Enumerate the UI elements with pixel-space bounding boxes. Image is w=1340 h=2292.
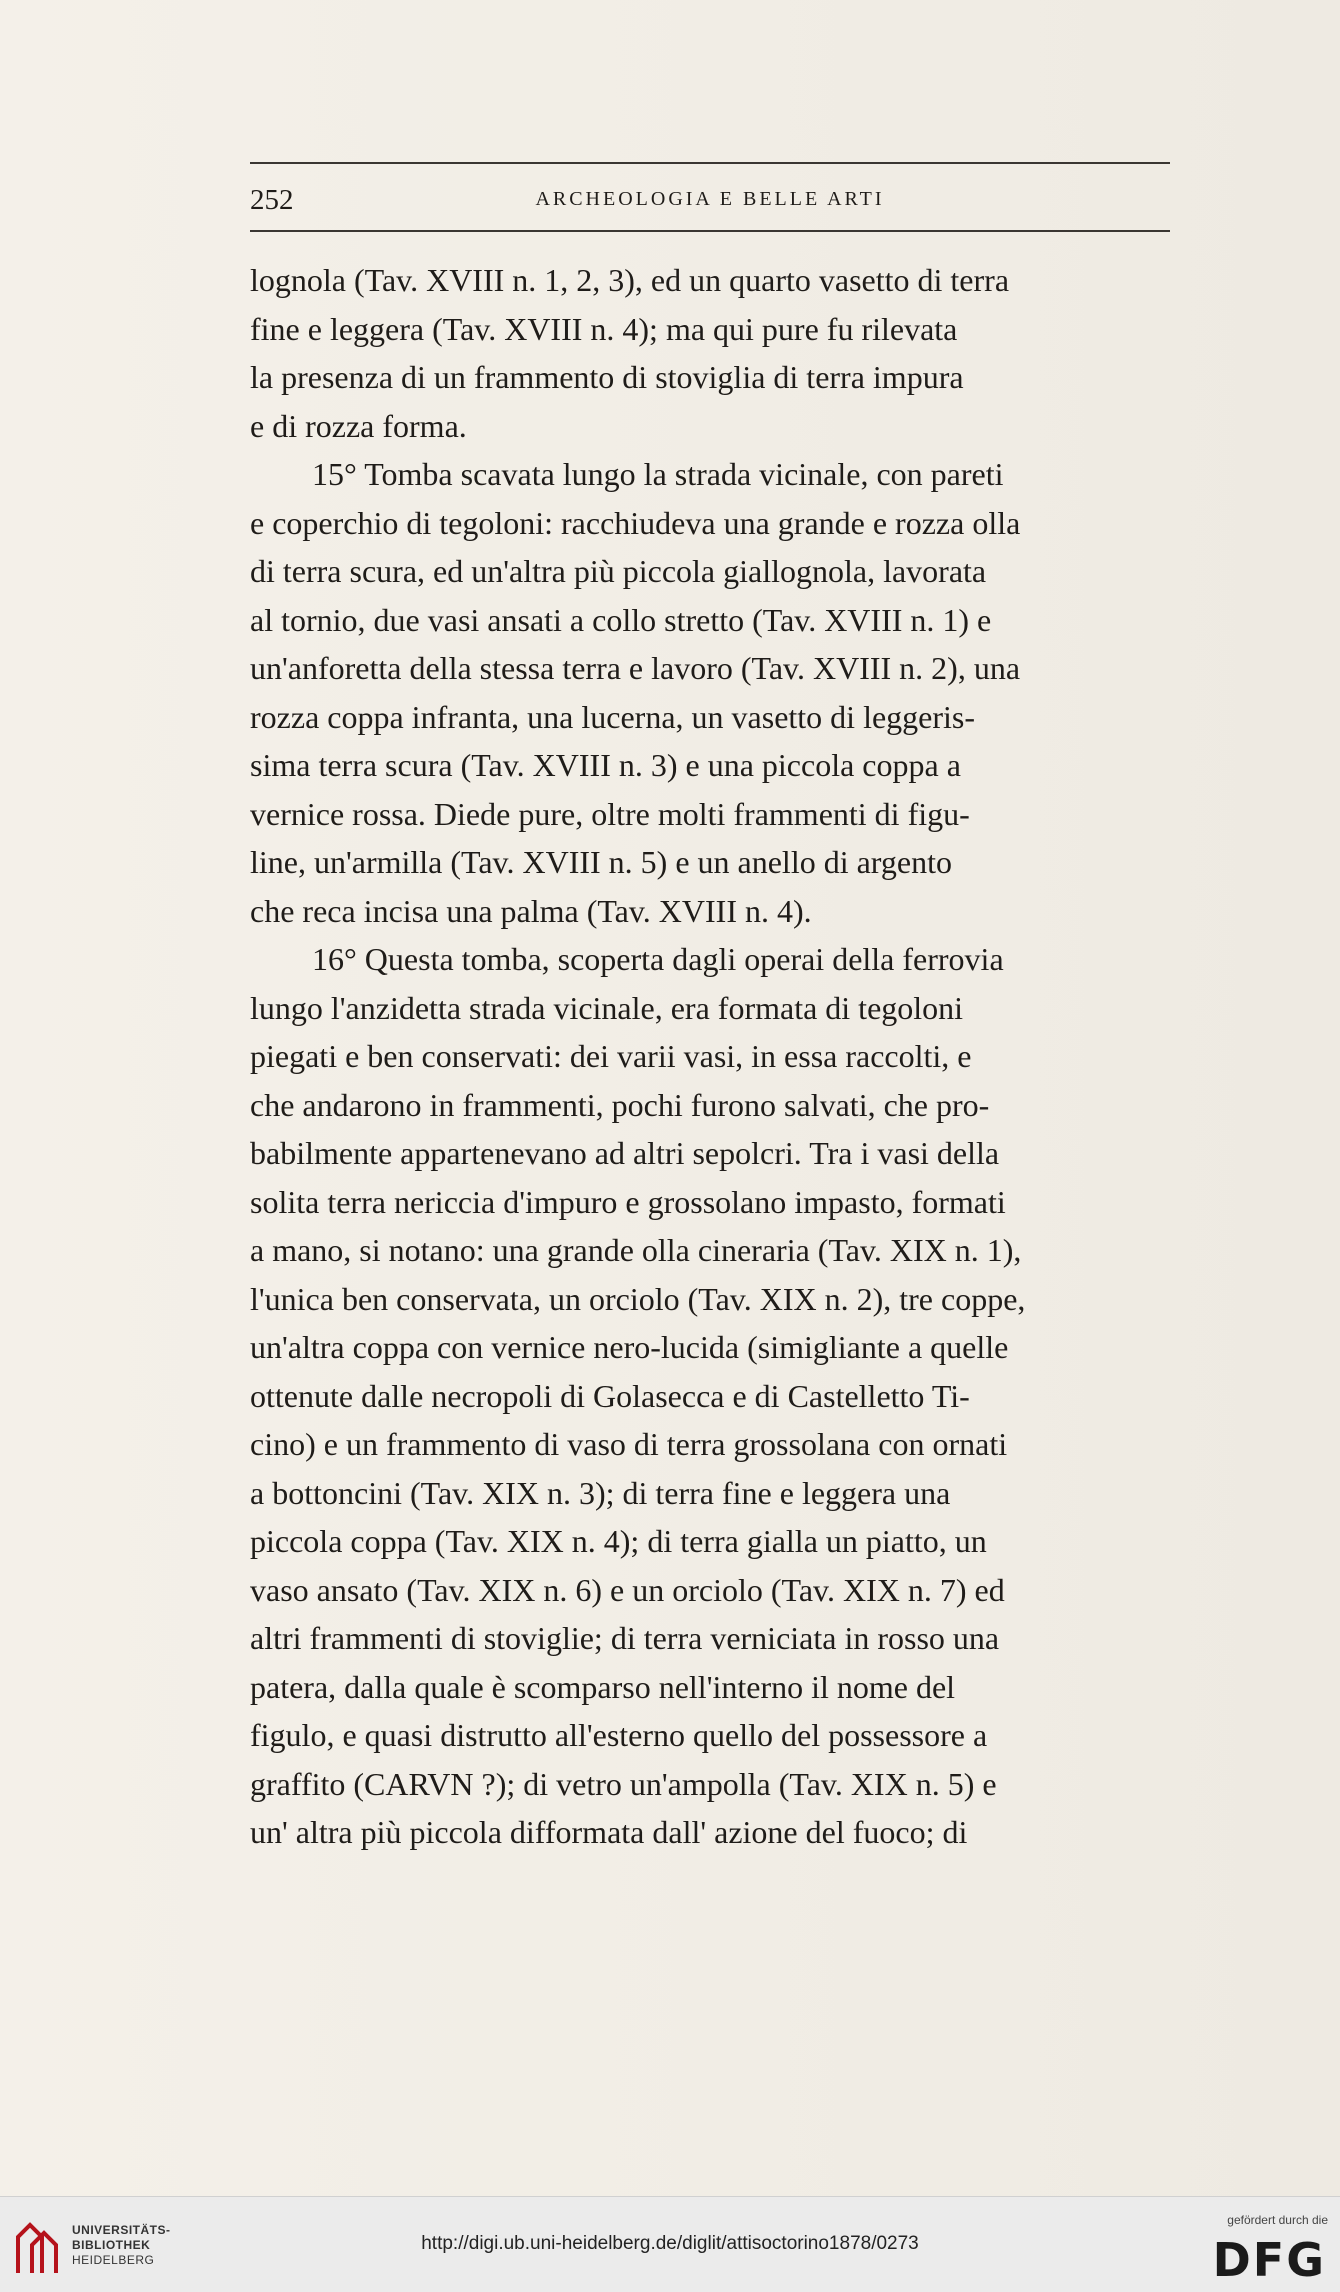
text-line: patera, dalla quale è scomparso nell'interno il nome del: [250, 1668, 956, 1705]
text-line: un' altra più piccola difformata dall' azione del fuoco; di: [250, 1814, 968, 1850]
text-line: lungo l'anzidetta strada vicinale, era formata di tegoloni: [250, 989, 964, 1026]
text-line: un'altra coppa con vernice nero-lucida (simigliante a quelle: [250, 1329, 1009, 1365]
text-line: un'anforetta della stessa terra e lavoro (Tav. XVIII n. 2), una: [250, 650, 1021, 686]
funded-by-label: gefördert durch die: [1227, 2213, 1328, 2227]
running-title: ARCHEOLOGIA E BELLE ARTI: [535, 188, 885, 210]
text-line: la presenza di un frammento di stoviglia di terra impura: [250, 359, 964, 395]
text-line: piccola coppa (Tav. XIX n. 4); di terra gialla un piatto, un: [250, 1523, 987, 1559]
text-line: lognola (Tav. XVIII n. 1, 2, 3), ed un quarto vasetto di terra: [250, 262, 1010, 298]
text-line: altri frammenti di stoviglie; di terra verniciata in rosso una: [250, 1620, 1000, 1656]
text-line: line, un'armilla (Tav. XVIII n. 5) e un anello di argento: [250, 844, 952, 880]
header-top-rule: [250, 162, 1170, 164]
institution-line: UNIVERSITÄTS-: [72, 2223, 171, 2237]
text-line: vernice rossa. Diede pure, oltre molti frammenti di figu-: [250, 795, 970, 832]
text-line: fine e leggera (Tav. XVIII n. 4); ma qui pure fu rilevata: [250, 310, 958, 347]
text-line: solita terra nericcia d'impuro e grossolano impasto, formati: [250, 1183, 1006, 1220]
text-line: figulo, e quasi distrutto all'esterno quello del possessore a: [250, 1717, 988, 1753]
text-line: che andarono in frammenti, pochi furono salvati, che pro-: [250, 1086, 990, 1123]
text-line: babilmente appartenevano ad altri sepolcri. Tra i vasi della: [250, 1135, 1000, 1171]
institution-line: HEIDELBERG: [72, 2253, 155, 2267]
permalink-url[interactable]: http://digi.ub.uni-heidelberg.de/diglit/attisoctorino1878/0273: [421, 2233, 919, 2254]
text-line: rozza coppa infranta, una lucerna, un vasetto di leggeris-: [250, 698, 976, 735]
text-line: graffito (CARVN ?); di vetro un'ampolla (Tav. XIX n. 5) e: [250, 1765, 997, 1802]
text-line: sima terra scura (Tav. XVIII n. 3) e una piccola coppa a: [250, 747, 961, 783]
page-number: 252: [250, 184, 294, 216]
text-line: e coperchio di tegoloni: racchiudeva una grande e rozza olla: [250, 504, 1021, 541]
text-line: a bottoncini (Tav. XIX n. 3); di terra fine e leggera una: [250, 1474, 951, 1511]
text-line: l'unica ben conservata, un orciolo (Tav. XIX n. 2), tre coppe,: [250, 1280, 1026, 1317]
header-bottom-rule: [250, 230, 1170, 232]
dfg-logo: DFG: [1212, 2233, 1326, 2287]
text-line: e di rozza forma.: [250, 407, 467, 444]
institution-line: BIBLIOTHEK: [72, 2238, 151, 2252]
page-header: [250, 180, 1170, 220]
text-line: ottenute dalle necropoli di Golasecca e di Castelletto Ti-: [250, 1377, 970, 1414]
text-line: di terra scura, ed un'altra più piccola giallognola, lavorata: [250, 553, 987, 589]
text-line: vaso ansato (Tav. XIX n. 6) e un orciolo (Tav. XIX n. 7) ed: [250, 1571, 1005, 1608]
body-text: [250, 256, 1180, 1857]
text-line: 15° Tomba scavata lungo la strada vicinale, con pareti: [312, 456, 1004, 492]
text-line: che reca incisa una palma (Tav. XVIII n. 4).: [250, 892, 812, 929]
text-line: a mano, si notano: una grande olla cineraria (Tav. XIX n. 1),: [250, 1232, 1022, 1268]
text-line: piegati e ben conservati: dei varii vasi, in essa raccolti, e: [250, 1038, 972, 1074]
text-line: 16° Questa tomba, scoperta dagli operai della ferrovia: [312, 941, 1004, 977]
text-line: al tornio, due vasi ansati a collo stretto (Tav. XVIII n. 1) e: [250, 601, 992, 638]
footer-bar: [0, 2196, 1340, 2292]
text-line: cino) e un frammento di vaso di terra grossolana con ornati: [250, 1426, 1008, 1462]
